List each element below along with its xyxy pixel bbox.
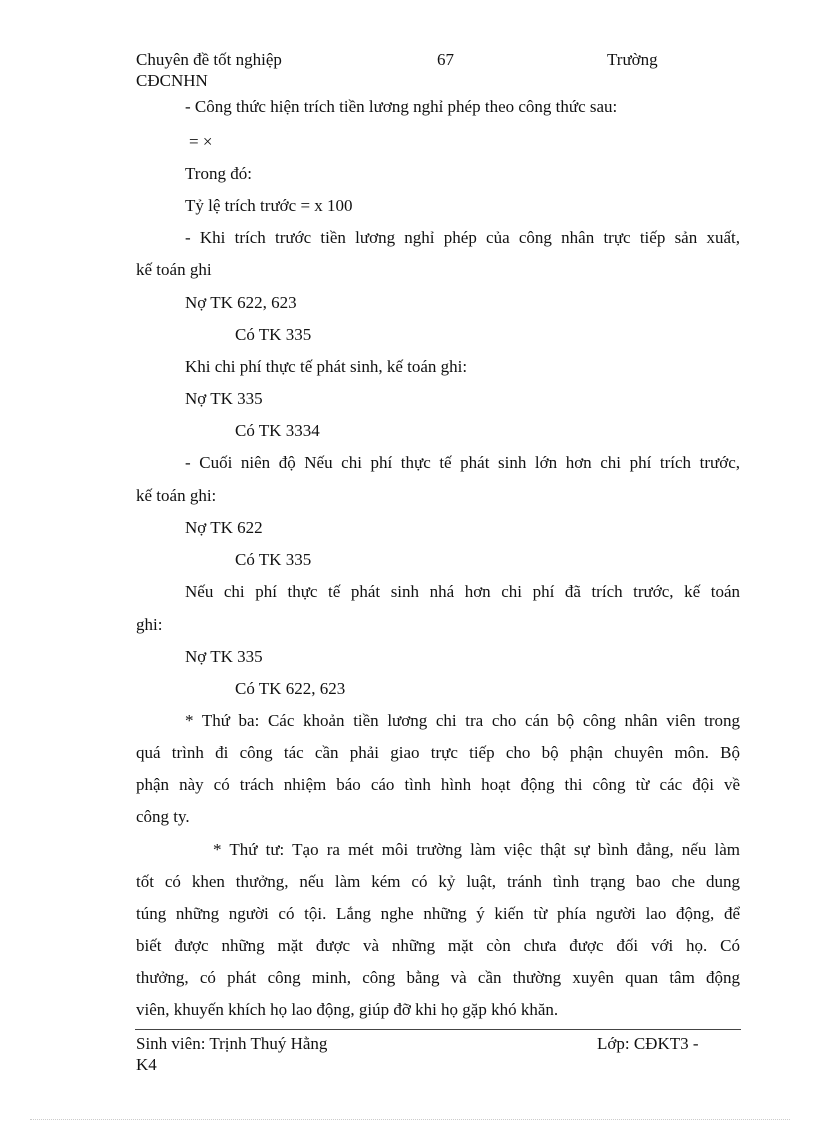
footer-divider [135, 1029, 741, 1030]
journal-entry: Có TK 622, 623 [235, 679, 346, 698]
body-line: phận này có trách nhiệm báo cáo tình hình hoạt động thi công từ các đội về [136, 775, 740, 794]
body-line: - Khi trích trước tiền lương nghỉ phép của công nhân trực tiếp sản xuất, [185, 228, 740, 247]
header-doc-title: Chuyên đề tốt nghiệp [136, 50, 282, 69]
formula: = × [189, 132, 213, 151]
body-line: ghi: [136, 615, 163, 634]
header-page-number: 67 [437, 50, 454, 69]
body-line: kế toán ghi [136, 260, 212, 279]
body-line: túng những người có tội. Lắng nghe những ý kiến từ phía người lao động, để [136, 904, 740, 923]
journal-entry: Nợ TK 622, 623 [185, 293, 297, 312]
body-line: - Công thức hiện trích tiền lương nghỉ phép theo công thức sau: [185, 97, 618, 116]
journal-entry: Có TK 335 [235, 550, 312, 569]
body-line: công ty. [136, 807, 190, 826]
body-line: Khi chi phí thực tế phát sinh, kế toán ghi: [185, 357, 468, 376]
formula: Tỷ lệ trích trước = x 100 [185, 196, 353, 215]
body-line: - Cuối niên độ Nếu chi phí thực tế phát sinh lớn hơn chi phí trích trước, [185, 453, 740, 472]
body-line: quá trình đi công tác cần phải giao trực tiếp cho bộ phận chuyên môn. Bộ [136, 743, 740, 762]
footer-class: Lớp: CĐKT3 - [597, 1034, 699, 1053]
header-school: Trường [607, 50, 658, 69]
footer-student: Sinh viên: Trịnh Thuý Hằng [136, 1034, 328, 1053]
body-line: kế toán ghi: [136, 486, 217, 505]
body-line: tốt có khen thưởng, nếu làm kém có kỷ luật, tránh tình trạng bao che dung [136, 872, 740, 891]
journal-entry: Nợ TK 335 [185, 389, 263, 408]
body-line: viên, khuyến khích họ lao động, giúp đỡ khi họ gặp khó khăn. [136, 1000, 559, 1019]
body-line: Nếu chi phí thực tế phát sinh nhá hơn chi phí đã trích trước, kế toán [185, 582, 740, 601]
journal-entry: Nợ TK 335 [185, 647, 263, 666]
body-line: Trong đó: [185, 164, 252, 183]
page-edge-divider [30, 1119, 790, 1120]
body-line: * Thứ tư: Tạo ra mét môi trường làm việc thật sự bình đẳng, nếu làm [213, 840, 740, 859]
body-line: biết được những mặt được và những mặt còn chưa được đối với họ. Có [136, 936, 740, 955]
journal-entry: Nợ TK 622 [185, 518, 263, 537]
journal-entry: Có TK 335 [235, 325, 312, 344]
footer-class-cont: K4 [136, 1055, 157, 1074]
body-line: thưởng, có phát công minh, công bằng và cần thường xuyên quan tâm động [136, 968, 740, 987]
journal-entry: Có TK 3334 [235, 421, 320, 440]
body-line: * Thứ ba: Các khoản tiền lương chi tra cho cán bộ công nhân viên trong [185, 711, 740, 730]
header-school-cont: CĐCNHN [136, 71, 208, 90]
